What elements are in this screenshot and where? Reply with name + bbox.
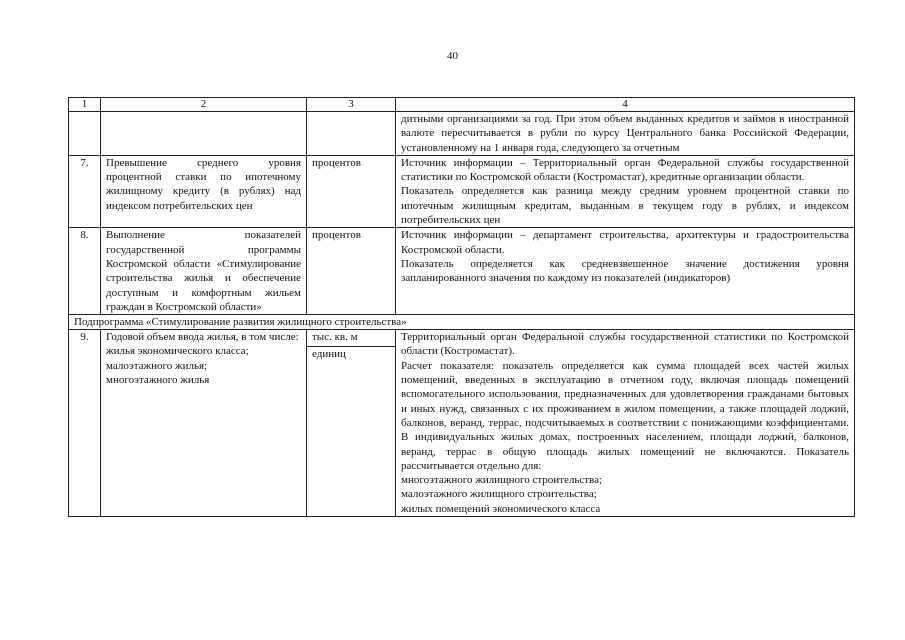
description-source: Источник информации – Территориальный орган Федеральной службы государственной статистики по Костромской области (Костромастат), кредитные организации области. xyxy=(401,156,849,184)
description-method: Показатель определяется как средневзвешенное значение достижения уровня запланированного значения по каждому из показателей (индикаторов) xyxy=(401,257,849,285)
table-row-8 xyxy=(69,228,855,315)
continuation-num-cell xyxy=(69,112,101,156)
indicator-description xyxy=(396,330,855,517)
continuation-desc-cell: дитными организациями за год. При этом объем выданных кредитов и займов в иностранной валюте пересчитывается в рубли по курсу Центрального банка Российской Федерации, установленному на 1 января года, следующего за отчетным xyxy=(396,112,855,156)
unit-area: тыс. кв. м xyxy=(312,331,358,344)
unit-count: единиц xyxy=(307,346,395,361)
description-method: Показатель определяется как разница между средним уровнем процентной ставки по ипотечным жилищным кредитам, выданным в текущем году в рублях, и индексом потребительских цен xyxy=(401,185,849,227)
header-col-2: 2 xyxy=(101,98,307,112)
indicator-name-line: Годовой объем ввода жилья, в том числе: xyxy=(106,331,299,344)
subprogram-row xyxy=(69,315,855,330)
subprogram-title: Подпрограмма «Стимулирование развития жилищного строительства» xyxy=(69,315,855,330)
description-calculation: Расчет показателя: показатель определяется как сумма площадей всех частей жилых помещений, введенных в эксплуатацию в отчетном году, включая площадь помещений вспомогательного использования, предназначенных для удовлетворения гражданами бытовых и иных нужд, связанных с их проживанием в жилом помещении, а также площадей лоджий, балконов, веранд, террас, подсчитываемых в соответствии с понижающими коэффициентами. В индивидуальных жилых домах, построенных населением, площади лоджий, балконов, веранд, террас в общую площадь жилых помещений не включаются. Показатель рассчитывается отдельно для: xyxy=(401,359,849,472)
continuation-name-cell xyxy=(101,112,307,156)
row-number: 9. xyxy=(69,330,101,517)
indicator-unit: процентов xyxy=(307,155,396,227)
header-col-3: 3 xyxy=(307,98,396,112)
description-list-item: многоэтажного жилищного строительства; xyxy=(401,474,603,487)
row-number: 7. xyxy=(69,155,101,227)
header-col-1: 1 xyxy=(69,98,101,112)
indicator-description xyxy=(396,228,855,315)
table-row-continuation xyxy=(69,112,855,156)
indicator-table xyxy=(68,97,855,517)
indicator-description xyxy=(396,155,855,227)
indicator-unit: процентов xyxy=(307,228,396,315)
row-number: 8. xyxy=(69,228,101,315)
description-source: Территориальный орган Федеральной службы государственной статистики по Костромской области (Костромастат). xyxy=(401,331,849,358)
indicator-name xyxy=(101,330,307,517)
table-header-row xyxy=(69,98,855,112)
description-source: Источник информации – департамент строительства, архитектуры и градостроительства Костромской области. xyxy=(401,229,849,256)
indicator-name-line: многоэтажного жилья xyxy=(106,374,210,387)
indicator-unit xyxy=(307,330,396,517)
indicator-name: Выполнение показателей государственной программы Костромской области «Стимулирование строительства жилья и обеспечение доступным и комфортным жильем граждан в Костромской области» xyxy=(101,228,307,315)
description-list-item: жилых помещений экономического класса xyxy=(401,502,601,515)
description-list-item: малоэтажного жилищного строительства; xyxy=(401,488,597,501)
continuation-unit-cell xyxy=(307,112,396,156)
indicator-name: Превышение среднего уровня процентной ставки по ипотечному жилищному кредиту (в рублях) над индексом потребительских цен xyxy=(101,155,307,227)
indicator-name-line: жилья экономического класса; xyxy=(106,345,249,358)
header-col-4: 4 xyxy=(396,98,855,112)
indicator-name-line: малоэтажного жилья; xyxy=(106,359,208,372)
page-number: 40 xyxy=(447,50,458,62)
table-row-7 xyxy=(69,155,855,227)
table-row-9 xyxy=(69,330,855,517)
